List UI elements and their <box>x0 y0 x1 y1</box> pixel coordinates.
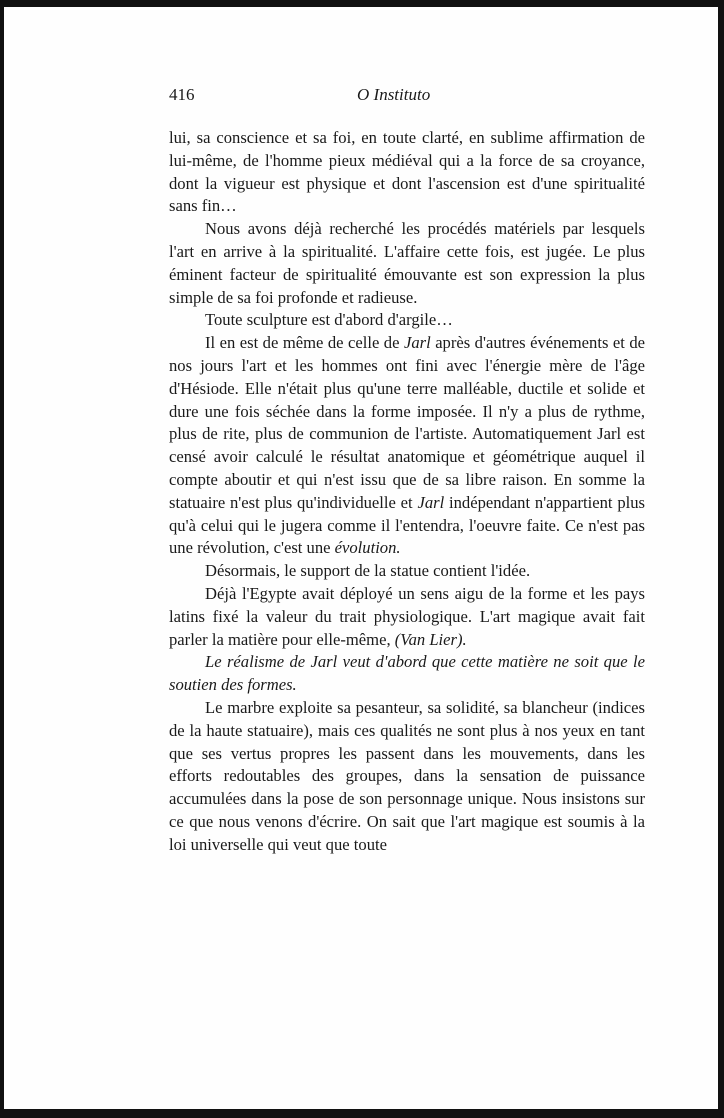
paragraph <box>169 332 645 560</box>
text-run: Toute sculpture est d'abord d'argile… <box>205 310 453 330</box>
running-head <box>169 85 645 111</box>
paragraph <box>169 697 645 857</box>
paragraph <box>169 127 645 218</box>
italic-text: Le réalisme de Jarl veut d'abord que cette matière ne soit que le soutien des formes. <box>169 652 645 695</box>
italic-text: (Van Lier). <box>394 629 467 649</box>
text-run: Désormais, le support de la statue contient l'idée. <box>205 561 531 581</box>
text-run: Le marbre exploite sa pesanteur, sa solidité, sa blancheur (indices de la haute statuaire), mais ces qualités ne sont plus à nos yeux en tant que ses vertus propres les passent dans les mouvements, dans les efforts redoutables des groupes, dans la sensation de puissance accumulées dans la pose de son personnage unique. Nous insistons sur ce que nous venons d'écrire. On sait que l'art magique est soumis à la loi universelle qui veut que toute <box>169 697 645 854</box>
running-title: O Instituto <box>357 85 431 104</box>
text-run: indépendant n'appartient plus qu'à celui qui le jugera comme il l'entendra, l'oeuvre faite. Ce n'est pas une révolution, c'est une <box>169 492 645 558</box>
italic-text: Jarl <box>417 492 445 512</box>
body-text <box>169 127 645 857</box>
page-number: 416 <box>169 85 195 104</box>
text-run: lui, sa conscience et sa foi, en toute clarté, en sublime affirmation de lui-même, de l'homme pieux médiéval qui a la force de sa croyance, dont la vigueur est physique et dont l'ascension est d'une spiritualité sans fin… <box>169 128 645 216</box>
paragraph <box>169 309 645 332</box>
italic-text: Jarl <box>403 333 431 353</box>
text-run: après d'autres événements et de nos jours l'art et les hommes ont fini avec l'énergie mère de l'âge d'Hésiode. Elle n'était plus qu'une terre malléable, ductile et solide et dure une fois séchée dans la forme imposée. Il n'y a plus de rythme, plus de rite, plus de communion de l'artiste. Automatiquement Jarl est censé avoir calculé le résultat anatomique et géométrique auquel il compte aboutir et qui n'est issu que de sa libre raison. En somme la statuaire n'est plus qu'individuelle et <box>169 333 646 512</box>
paragraph <box>169 583 645 651</box>
paragraph <box>169 651 645 697</box>
book-page <box>169 85 645 857</box>
text-run: Déjà l'Egypte avait déployé un sens aigu de la forme et les pays latins fixé la valeur du trait physiologique. L'art magique avait fait parler la matière pour elle-même, <box>169 583 645 649</box>
text-run: Il en est de même de celle de <box>205 333 404 353</box>
paragraph <box>169 560 645 583</box>
paragraph <box>169 218 645 309</box>
text-run: Nous avons déjà recherché les procédés matériels par lesquels l'art en arrive à la spiritualité. L'affaire cette fois, est jugée. Le plus éminent facteur de spiritualité émouvante est son expression la plus simple de sa foi profonde et radieuse. <box>169 219 645 307</box>
italic-text: évolution. <box>334 538 401 558</box>
